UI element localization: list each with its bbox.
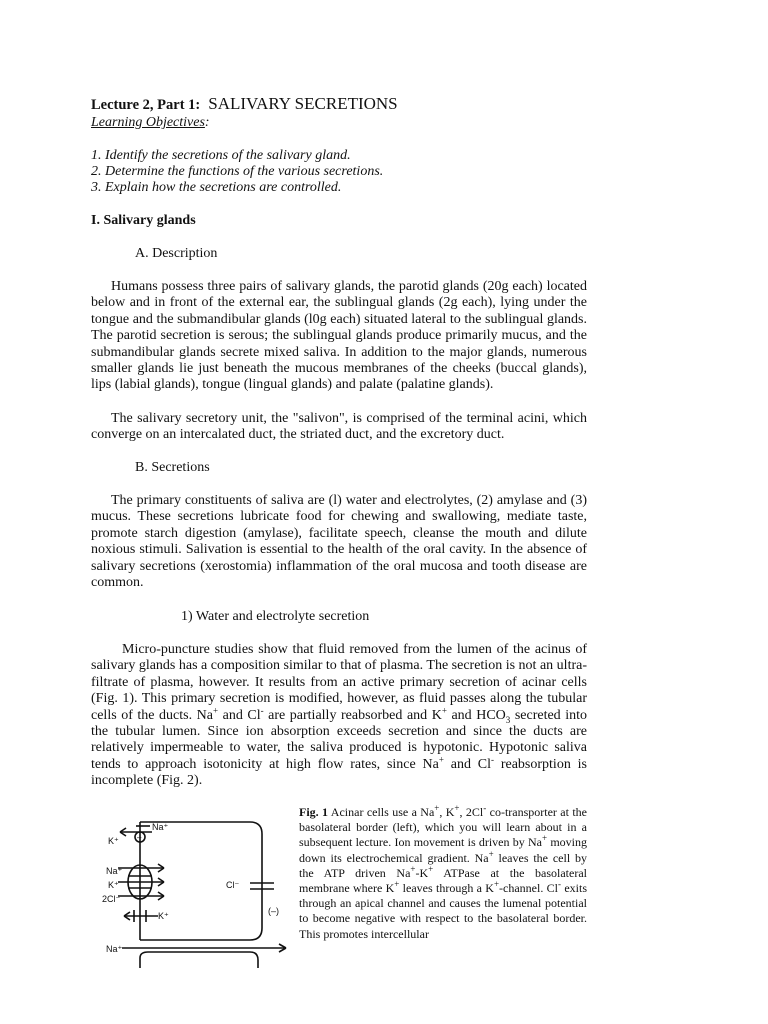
- label-pump-minus: –: [137, 833, 142, 842]
- superscript: +: [488, 848, 494, 859]
- text-run: Micro-puncture studies show that fluid removed from the lumen of the acinus of salivary glands has a composition similar to that of plasma. The secretion is not an ultra-filtrate of plasma, however. It results from an active primary secretion of acinar cells (Fig. 1). This primary secretion is modified, however, as fluid passes along the tubular cells of the ducts. Na: [91, 642, 587, 723]
- label-k-top: K⁺: [108, 836, 119, 846]
- superscript: +: [212, 704, 219, 715]
- superscript: +: [438, 754, 444, 765]
- text-run: , K: [439, 805, 455, 819]
- superscript: -: [260, 704, 264, 715]
- subscript: 3: [505, 714, 511, 725]
- paragraph-description-2: [91, 411, 587, 444]
- text-run: ATPase at the basolateral membrane where K: [299, 865, 588, 896]
- label-cl: Cl⁻: [226, 880, 240, 890]
- cell-membrane-outline: [140, 822, 262, 940]
- paragraph-water-electrolyte: [91, 642, 587, 790]
- superscript: +: [493, 879, 500, 890]
- lecture-label: Lecture 2, Part 1:: [91, 97, 201, 113]
- label-negative: (–): [268, 906, 279, 916]
- text-run: Acinar cells use a Na: [328, 805, 435, 819]
- label-k-low: K⁺: [158, 911, 169, 921]
- label-k-mid: K⁺: [108, 880, 119, 890]
- figure-1-caption: [299, 805, 587, 942]
- text-run: and HCO: [446, 707, 506, 723]
- text-run: leaves through a K: [399, 881, 494, 896]
- objective-3: 3. Explain how the secretions are controlled.: [91, 180, 342, 195]
- objective-2: 2. Determine the functions of the various secretions.: [91, 164, 384, 179]
- paragraph-text: [91, 642, 587, 790]
- superscript: +: [542, 833, 548, 844]
- label-2cl: 2Cl⁻: [102, 894, 121, 904]
- text-run: and Cl: [443, 756, 492, 772]
- text-run: -channel. Cl: [499, 881, 558, 896]
- superscript: +: [394, 879, 400, 890]
- label-na-top: Na⁺: [152, 822, 169, 832]
- figure-label: Fig. 1: [299, 805, 329, 819]
- paragraph-secretions: [91, 493, 587, 591]
- superscript: +: [410, 863, 416, 874]
- superscript: +: [428, 863, 434, 874]
- text-run: secreted into the tubular lumen. Since ion absorption exceeds secretion and since the ducts are relatively impermeable to water, the saliva produced is hypotonic. Hypotonic saliva tends to approach isotonicity at high flow rates, since Na: [91, 707, 588, 772]
- label-na-bottom: Na⁺: [106, 944, 123, 954]
- learning-objectives-label-line: Learning Objectives:: [91, 115, 210, 130]
- subheading-secretions: B. Secretions: [135, 460, 210, 475]
- paragraph-text: The primary constituents of saliva are (l) water and electrolytes, (2) amylase and (3) mucus. These secretions lubricate food for chewing and swallowing, mediate taste, promote starch digestion (amylase), facilitate speech, cleanse the mouth and dilute noxious stimuli. Salivation is essential to the health of the oral cavity. In the absence of salivary secretions (xerostomia) inflammation of the oral mucosa and tooth disease are common.: [91, 493, 587, 591]
- superscript: +: [454, 803, 460, 813]
- objective-1: 1. Identify the secretions of the salivary gland.: [91, 148, 351, 163]
- page-title: SALIVARY SECRETIONS: [208, 94, 398, 113]
- superscript: -: [491, 754, 495, 765]
- text-run: co-transporter at the basolateral border (left), which you will learn about in a subsequent lecture. Ion movement is driven by Na: [299, 805, 588, 850]
- subheading-description: A. Description: [135, 246, 218, 261]
- text-run: leaves the cell by the ATP driven Na: [299, 850, 587, 880]
- superscript: -: [558, 879, 561, 890]
- section-heading-salivary-glands: I. Salivary glands: [91, 213, 196, 228]
- figure-1-diagram: [100, 812, 290, 972]
- superscript: -: [483, 803, 487, 813]
- superscript: +: [441, 704, 447, 715]
- learning-objectives-label: Learning Objectives: [91, 115, 205, 130]
- text-run: and Cl: [218, 707, 261, 723]
- text-run: , 2Cl: [459, 805, 484, 819]
- paragraph-text: Humans possess three pairs of salivary glands, the parotid glands (20g each) located below and in front of the external ear, the sublingual glands (2g each), lying under the tongue and the submandibular glands (l0g each) situated lateral to the sublingual glands. The parotid secretion is serous; the sublingual glands produce primarily mucus, and the submandibular glands secrete mixed saliva. In addition to the major glands, numerous smaller glands lie just beneath the mucous membranes of the cheeks (buccal glands), lips (labial glands), tongue (lingual glands) and palate (palatine glands).: [91, 279, 587, 393]
- text-run: -K: [415, 865, 429, 880]
- lecture-header: [91, 94, 398, 114]
- superscript: +: [434, 803, 440, 813]
- paragraph-description-1: [91, 279, 587, 394]
- paragraph-text: The salivary secretory unit, the "salivon", is comprised of the terminal acini, which converge on an intercalated duct, the striated duct, and the excretory duct.: [91, 411, 587, 443]
- text-run: moving down its electrochemical gradient. Na: [299, 835, 587, 865]
- subheading-water-electrolyte: 1) Water and electrolyte secretion: [181, 609, 370, 624]
- text-run: are partially reabsorbed and K: [263, 707, 442, 723]
- text-run: exits through an apical channel and causes the lumenal potential to become negative with respect to the basolateral border. This promotes intercellular: [299, 881, 587, 941]
- text-run: reabsorption is incomplete (Fig. 2).: [91, 756, 587, 789]
- label-na-mid: Na⁺: [106, 866, 123, 876]
